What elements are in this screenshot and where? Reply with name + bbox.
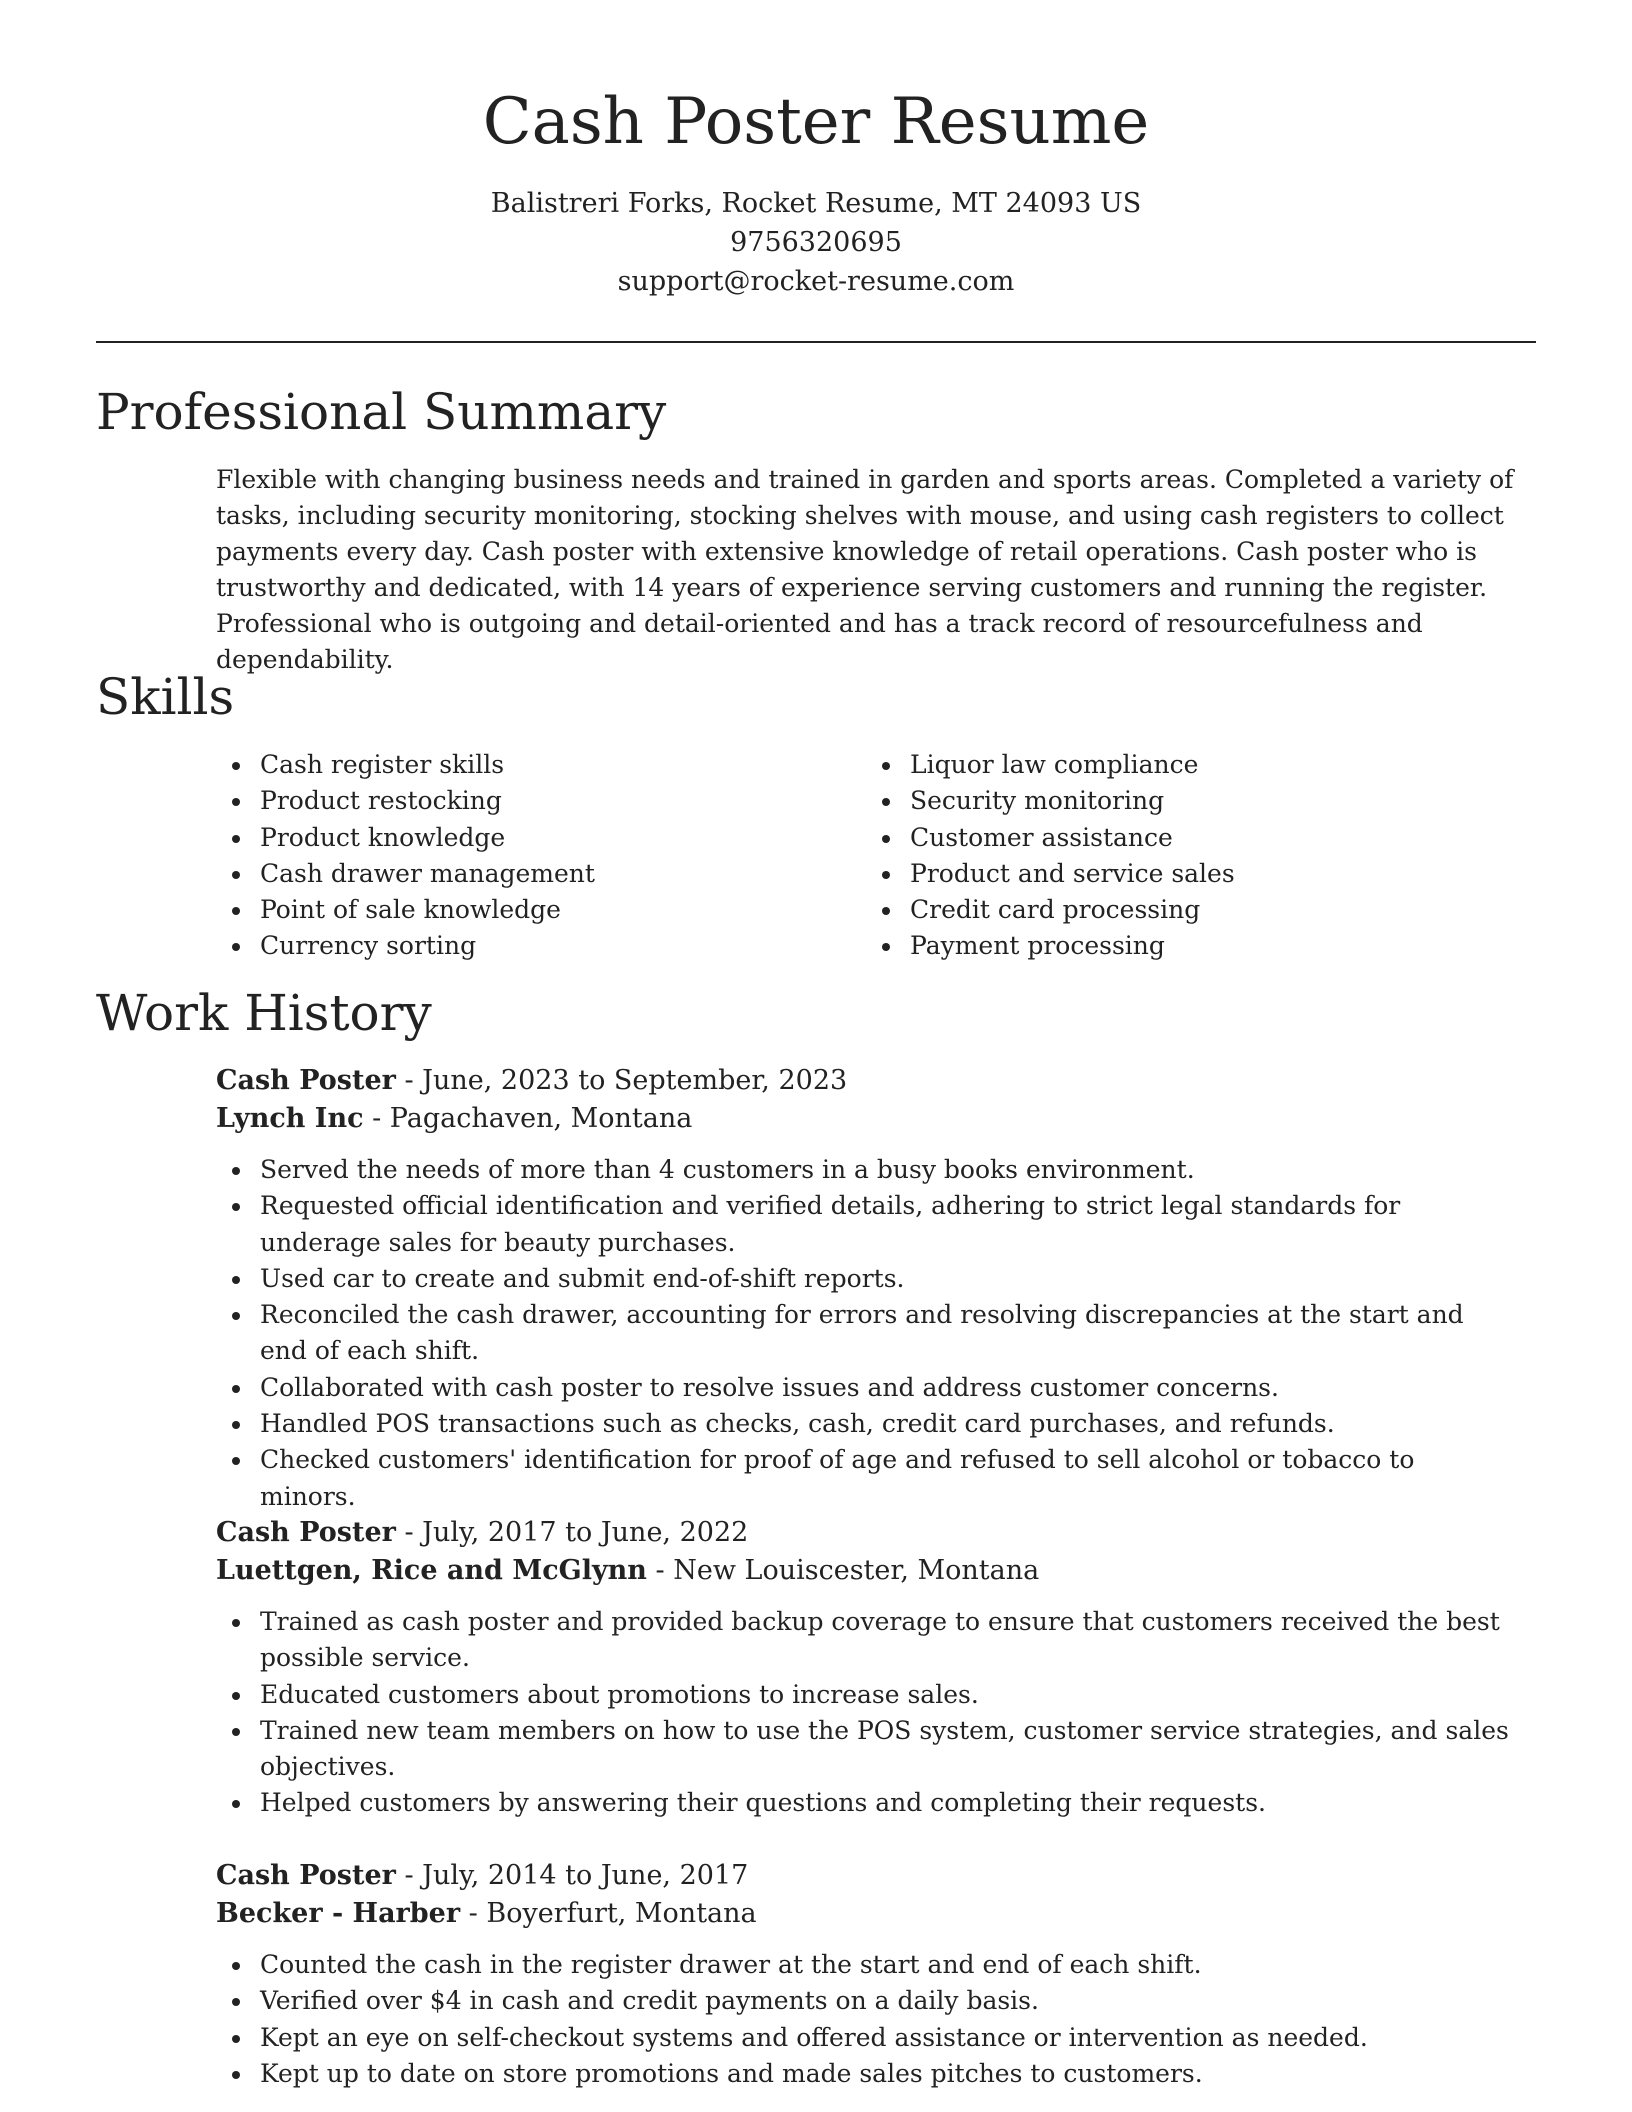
skill-item: Cash register skills: [216, 747, 866, 783]
skill-item: Credit card processing: [866, 892, 1516, 928]
job-duty: Kept an eye on self-checkout systems and offered assistance or intervention as needed.: [216, 2020, 1516, 2056]
skill-item: Product restocking: [216, 783, 866, 819]
skill-item: Customer assistance: [866, 820, 1516, 856]
job-company-line: [216, 1552, 1516, 1590]
job-company: Luettgen, Rice and McGlynn: [216, 1555, 647, 1586]
job-company: Becker - Harber: [216, 1898, 461, 1929]
job-company-line: [216, 1895, 1516, 1933]
skills-column-right: [866, 747, 1516, 965]
job-location: - Pagachaven, Montana: [363, 1103, 693, 1134]
skill-item: Product knowledge: [216, 820, 866, 856]
job-duties: [216, 1604, 1516, 1822]
job-title-line: [216, 1857, 1516, 1895]
resume-title: Cash Poster Resume: [482, 85, 1150, 159]
work-history-heading: Work History: [96, 984, 432, 1042]
resume-header: [0, 0, 1632, 301]
job-duty: Served the needs of more than 4 customers in a busy books environment.: [216, 1152, 1516, 1188]
job-title: Cash Poster: [216, 1517, 396, 1548]
job-duty: Requested official identification and verified details, adhering to strict legal standards for underage sales for beauty purchases.: [216, 1188, 1516, 1261]
job-title-line: [216, 1514, 1516, 1552]
job-company: Lynch Inc: [216, 1103, 364, 1134]
job-entry: [216, 1857, 1516, 2092]
skills-column-left: [216, 747, 866, 965]
job-entry: [216, 1062, 1516, 1515]
job-duty: Educated customers about promotions to increase sales.: [216, 1677, 1516, 1713]
skill-item: Liquor law compliance: [866, 747, 1516, 783]
job-duty: Counted the cash in the register drawer at the start and end of each shift.: [216, 1947, 1516, 1983]
job-duty: Kept up to date on store promotions and made sales pitches to customers.: [216, 2056, 1516, 2092]
job-duty: Trained as cash poster and provided backup coverage to ensure that customers received the best possible service.: [216, 1604, 1516, 1677]
job-company-line: [216, 1100, 1516, 1138]
job-dates: - July, 2017 to June, 2022: [395, 1517, 749, 1548]
job-duty: Checked customers' identification for proof of age and refused to sell alcohol or tobacco to minors.: [216, 1442, 1516, 1515]
job-duty: Trained new team members on how to use the POS system, customer service strategies, and sales objectives.: [216, 1713, 1516, 1786]
header-divider: [96, 341, 1536, 343]
skill-item: Security monitoring: [866, 783, 1516, 819]
job-duty: Collaborated with cash poster to resolve issues and address customer concerns.: [216, 1370, 1516, 1406]
job-duty: Reconciled the cash drawer, accounting for errors and resolving discrepancies at the start and end of each shift.: [216, 1297, 1516, 1370]
skill-item: Currency sorting: [216, 928, 866, 964]
job-entry: [216, 1514, 1516, 1822]
job-duties: [216, 1152, 1516, 1515]
skill-item: Point of sale knowledge: [216, 892, 866, 928]
job-duty: Helped customers by answering their questions and completing their requests.: [216, 1785, 1516, 1821]
skill-item: Product and service sales: [866, 856, 1516, 892]
job-duty: Handled POS transactions such as checks, cash, credit card purchases, and refunds.: [216, 1406, 1516, 1442]
phone-number: 9756320695: [730, 227, 902, 258]
email-address: support@rocket-resume.com: [617, 266, 1015, 297]
job-duty: Verified over $4 in cash and credit payments on a daily basis.: [216, 1983, 1516, 2019]
contact-info: [0, 184, 1632, 301]
summary-heading: Professional Summary: [96, 383, 667, 441]
job-duties: [216, 1947, 1516, 2092]
job-dates: - July, 2014 to June, 2017: [395, 1860, 749, 1891]
skills-list: [216, 747, 1536, 965]
job-location: - New Louiscester, Montana: [646, 1555, 1040, 1586]
job-title: Cash Poster: [216, 1860, 396, 1891]
job-duty: Used car to create and submit end-of-shift reports.: [216, 1261, 1516, 1297]
skill-item: Payment processing: [866, 928, 1516, 964]
job-dates: - June, 2023 to September, 2023: [395, 1065, 848, 1096]
job-location: - Boyerfurt, Montana: [460, 1898, 757, 1929]
skill-item: Cash drawer management: [216, 856, 866, 892]
job-title-line: [216, 1062, 1516, 1100]
skills-heading: Skills: [96, 668, 235, 726]
address: Balistreri Forks, Rocket Resume, MT 24093 US: [490, 188, 1142, 219]
summary-text: Flexible with changing business needs and trained in garden and sports areas. Completed a variety of tasks, including security monitoring, stocking shelves with mouse, and using cash registers to collect payments every day. Cash poster with extensive knowledge of retail operations. Cash poster who is trustworthy and dedicated, with 14 years of experience serving customers and running the register. Professional who is outgoing and detail-oriented and has a track record of resourcefulness and dependability.: [216, 465, 1514, 674]
job-title: Cash Poster: [216, 1065, 396, 1096]
